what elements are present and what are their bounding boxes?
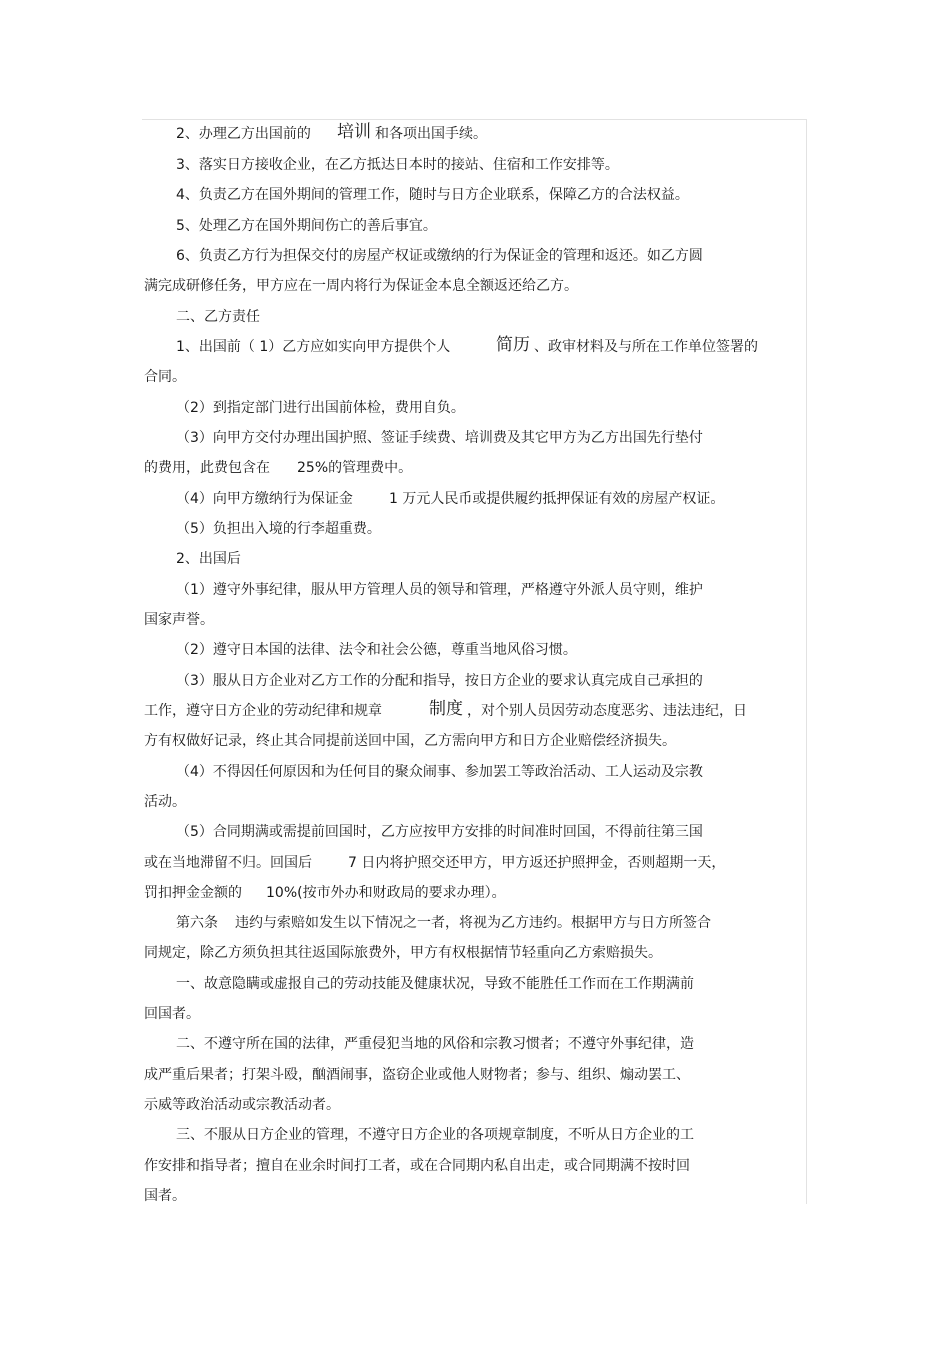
text-line: 25%的管理费中。 bbox=[297, 460, 413, 476]
text-line: 1、出国前（ 1）乙方应如实向甲方提供个人 bbox=[176, 339, 451, 355]
text-line: 二、不遵守所在国的法律，严重侵犯当地的风俗和宗教习惯者；不遵守外事纪律，造 bbox=[176, 1036, 694, 1052]
text-line: （4）不得因任何原因和为任何目的聚众闹事、参加罢工等政治活动、工人运动及宗教 bbox=[176, 764, 703, 780]
text-line: 2、办理乙方出国前的 bbox=[176, 126, 311, 142]
text-line: 3、落实日方接收企业，在乙方抵达日本时的接站、住宿和工作安排等。 bbox=[176, 157, 619, 173]
text-line: 简历 bbox=[496, 335, 530, 355]
text-line: （3）服从日方企业对乙方工作的分配和指导，按日方企业的要求认真完成自己承担的 bbox=[176, 673, 703, 689]
text-line: 和各项出国手续。 bbox=[375, 126, 487, 142]
text-line: 6、负责乙方行为担保交付的房屋产权证或缴纳的行为保证金的管理和返还。如乙方圆 bbox=[176, 248, 703, 264]
text-line: （4）向甲方缴纳行为保证金 bbox=[176, 491, 353, 507]
text-line: 国者。 bbox=[144, 1188, 186, 1204]
text-line: 满完成研修任务，甲方应在一周内将行为保证金本息全额返还给乙方。 bbox=[144, 278, 578, 294]
text-line: 一、故意隐瞒或虚报自己的劳动技能及健康状况，导致不能胜任工作而在工作期满前 bbox=[176, 976, 694, 992]
text-line: （5）负担出入境的行李超重费。 bbox=[176, 521, 381, 537]
text-line: 作安排和指导者；擅自在业余时间打工者，或在合同期内私自出走，或合同期满不按时回 bbox=[144, 1158, 690, 1174]
text-line: 回国者。 bbox=[144, 1006, 200, 1022]
text-line: 培训 bbox=[337, 122, 371, 142]
text-line: 违约与索赔如发生以下情况之一者，将视为乙方违约。根据甲方与日方所签合 bbox=[235, 915, 711, 931]
text-line: 5、处理乙方在国外期间伤亡的善后事宜。 bbox=[176, 218, 437, 234]
text-line: 活动。 bbox=[144, 794, 186, 810]
text-line: 1 万元人民币或提供履约抵押保证有效的房屋产权证。 bbox=[389, 491, 725, 507]
text-line: 二、乙方责任 bbox=[176, 309, 260, 325]
text-line: 国家声誉。 bbox=[144, 612, 214, 628]
text-line: （1）遵守外事纪律，服从甲方管理人员的领导和管理，严格遵守外派人员守则，维护 bbox=[176, 582, 703, 598]
text-line: ，对个别人员因劳动态度恶劣、违法违纪，日 bbox=[467, 703, 747, 719]
text-line: 方有权做好记录，终止其合同提前送回中国，乙方需向甲方和日方企业赔偿经济损失。 bbox=[144, 733, 676, 749]
text-line: 或在当地滞留不归。回国后 bbox=[144, 855, 312, 871]
text-line: 4、负责乙方在国外期间的管理工作，随时与日方企业联系，保障乙方的合法权益。 bbox=[176, 187, 689, 203]
text-line: 10%(按市外办和财政局的要求办理）。 bbox=[266, 885, 506, 901]
text-line: （3）向甲方交付办理出国护照、签证手续费、培训费及其它甲方为乙方出国先行垫付 bbox=[176, 430, 703, 446]
text-line: 的费用，此费包含在 bbox=[144, 460, 270, 476]
text-line: （2）遵守日本国的法律、法令和社会公德，尊重当地风俗习惯。 bbox=[176, 642, 577, 658]
text-line: 工作，遵守日方企业的劳动纪律和规章 bbox=[144, 703, 382, 719]
text-line: 罚扣押金金额的 bbox=[144, 885, 242, 901]
text-line: 三、不服从日方企业的管理，不遵守日方企业的各项规章制度，不听从日方企业的工 bbox=[176, 1127, 694, 1143]
text-line: 合同。 bbox=[144, 369, 186, 385]
text-line: 7 日内将护照交还甲方，甲方返还护照押金，否则超期一天， bbox=[348, 855, 726, 871]
text-line: 同规定，除乙方须负担其往返国际旅费外，甲方有权根据情节轻重向乙方索赔损失。 bbox=[144, 945, 662, 961]
text-line: 示威等政治活动或宗教活动者。 bbox=[144, 1097, 340, 1113]
text-line: 、政审材料及与所在工作单位签署的 bbox=[534, 339, 758, 355]
text-line: 成严重后果者；打架斗殴，酗酒闹事，盗窃企业或他人财物者；参与、组织、煽动罢工、 bbox=[144, 1067, 690, 1083]
text-line: （5）合同期满或需提前回国时，乙方应按甲方安排的时间准时回国，不得前往第三国 bbox=[176, 824, 703, 840]
text-line: 制度 bbox=[429, 699, 463, 719]
text-line: 第六条 bbox=[176, 915, 218, 931]
text-line: 2、出国后 bbox=[176, 551, 241, 567]
text-line: （2）到指定部门进行出国前体检，费用自负。 bbox=[176, 400, 465, 416]
